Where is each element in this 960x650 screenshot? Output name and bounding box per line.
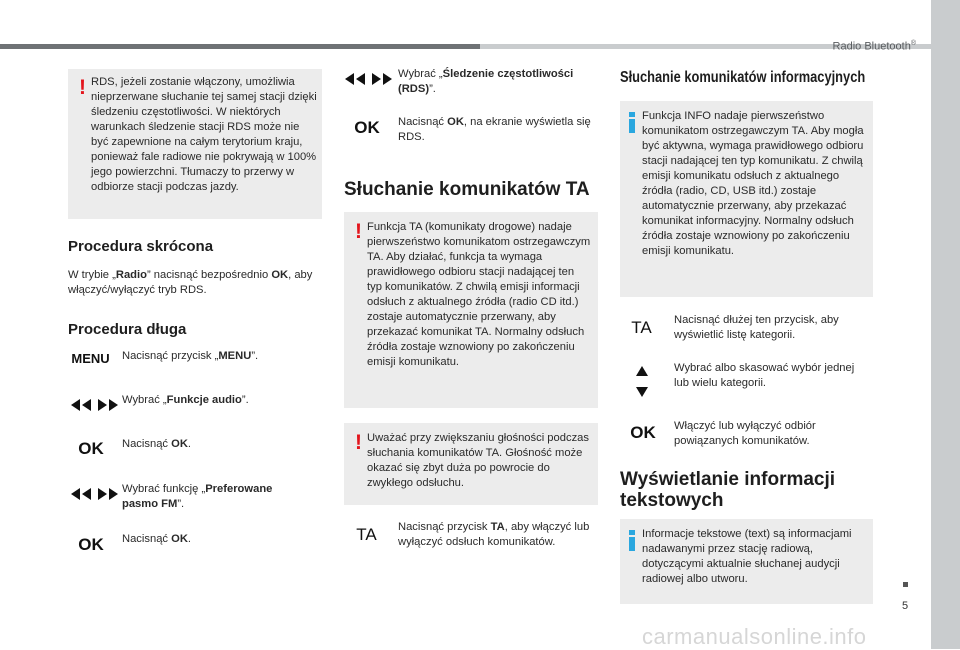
info-icon [629, 537, 635, 551]
warning-icon: ! [355, 220, 362, 243]
ta-warning-text: Funkcja TA (komunikaty drogowe) nadaje pierwszeństwo komunikatom ostrzegawczym TA. Aby działać, funkcja ta wymaga prawidłowego odbioru stacji nadającej ten typ komunikatów. Z chwilą emisji informacji odsłuch z aktualnego źródła (radio CD itd.) zostaje automatycznie przerwany, aby przekazać komunikat TA. Normalny odsłuch źródła zostaje wznowiony po zakończeniu emisji komunikatu. [367, 221, 591, 368]
text-info-note-text: Informacje tekstowe (text) są informacjami nadawanymi przez stację radiową, dotyczącymi aktualnie słuchanej audycji radiowej albo utworu. [642, 528, 852, 585]
text-info-section-title: Wyświetlanie informacji tekstowych [620, 469, 836, 511]
ok-button-symbol: OK [354, 118, 380, 137]
step-press-ok-2: Nacisnąć OK. [122, 533, 192, 545]
step-press-ok-1: Nacisnąć OK. [122, 438, 192, 450]
page-header-title: Radio Bluetooth® [832, 40, 916, 53]
left-right-arrows-icon [71, 399, 118, 411]
info-icon [629, 119, 635, 133]
rds-warning-box [68, 69, 322, 219]
step-press-ok-rds: Nacisnąć OK, na ekranie wyświetla się RDS. [398, 116, 591, 143]
side-rail [931, 0, 960, 649]
step-long-press-ta: Nacisnąć dłużej ten przycisk, aby wyświetlić listę kategorii. [674, 314, 839, 341]
short-procedure-title: Procedura skrócona [68, 238, 214, 255]
warning-icon: ! [355, 431, 362, 454]
info-section-title: Słuchanie komunikatów informacyjnych [620, 69, 866, 86]
step-select-fm-band: Wybrać funkcję „Preferowane pasmo FM”. [122, 483, 273, 510]
page-marker-dot [903, 582, 908, 587]
short-procedure-text: W trybie „Radio” nacisnąć bezpośrednio OK, aby włączyć/wyłączyć tryb RDS. [68, 269, 313, 296]
step-select-audio-functions: Wybrać „Funkcje audio”. [122, 394, 249, 406]
left-right-arrows-icon [71, 488, 118, 500]
step-select-rds-tracking: Wybrać „Śledzenie częstotliwości (RDS)”. [398, 68, 574, 95]
step-press-menu: Nacisnąć przycisk „MENU”. [122, 350, 259, 362]
page-number: 5 [902, 600, 909, 612]
volume-warning-box [344, 423, 598, 505]
step-select-categories: Wybrać albo skasować wybór jednej lub wielu kategorii. [674, 362, 855, 389]
rds-warning-text: RDS, jeżeli zostanie włączony, umożliwia nieprzerwane słuchanie tej samej stacji dzięki śledzeniu częstotliwości. W niektórych warunkach śledzenie stacji RDS może nie być zapewnione na całym terytorium kraju, ponieważ fale radiowe nie pokrywają w 100% jego powierzchni. Tłumaczy to przerwy w odbiorze stacji podczas jazdy. [91, 76, 317, 193]
ta-section-title: Słuchanie komunikatów TA [344, 179, 590, 200]
long-procedure-title: Procedura długa [68, 321, 187, 338]
header-bar-dark [0, 44, 480, 49]
step-toggle-messages: Włączyć lub wyłączyć odbiór powiązanych komunikatów. [674, 420, 816, 447]
ta-button-symbol: TA [356, 525, 377, 544]
volume-warning-text: Uważać przy zwiększaniu głośności podczas słuchania komunikatów TA. Głośność może okazać się zbyt duża po powrocie do zwykłego odsłuchu. [367, 432, 589, 489]
ok-button-symbol: OK [78, 439, 104, 458]
info-note-text: Funkcja INFO nadaje pierwszeństwo komunikatom ostrzegawczym TA. Aby mogła być aktywna, wymaga prawidłowego odbioru stacji nadającej ten typ komunikatu. Z chwilą emisji komunikatu odsłuch z aktualnego źródła (radio, CD, USB itd.) zostaje automatycznie przerwany, aby przekazać komunikat informacyjny. Normalny odsłuch źródła zostaje wznowiony po zakończeniu emisji komunikatu. [642, 110, 864, 257]
up-down-arrows-icon [635, 366, 649, 398]
ok-button-symbol: OK [630, 423, 656, 442]
ta-warning-box [344, 212, 598, 408]
warning-icon: ! [79, 76, 86, 99]
left-right-arrows-icon [345, 73, 392, 85]
watermark: carmanualsonline.info [642, 624, 867, 649]
step-press-ta: Nacisnąć przycisk TA, aby włączyć lub wyłączyć odsłuch komunikatów. [398, 521, 590, 548]
ok-button-symbol: OK [78, 535, 104, 554]
menu-button-symbol: MENU [71, 351, 110, 366]
text-info-note-box [620, 519, 873, 604]
info-note-box [620, 101, 873, 297]
ta-button-symbol: TA [631, 318, 652, 337]
